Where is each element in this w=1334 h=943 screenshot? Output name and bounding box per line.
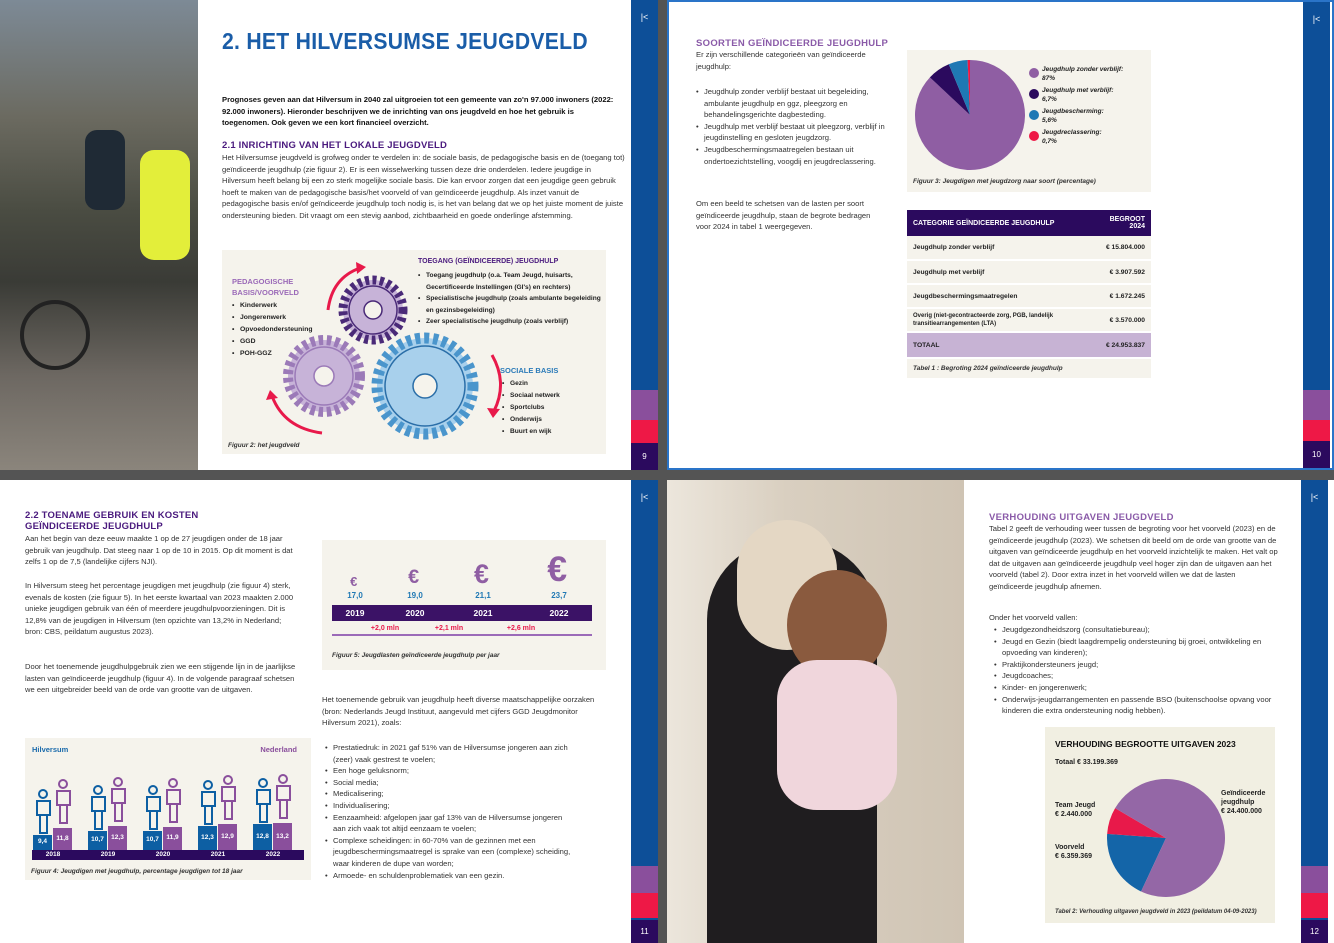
list-item: • Individualisering; <box>325 800 575 812</box>
figure-4-jeugdigen <box>25 738 311 880</box>
sociaal-list <box>502 378 560 438</box>
legend-nederland: Nederland <box>260 745 297 754</box>
person-icon <box>275 774 291 824</box>
euro-icon: € <box>408 566 420 589</box>
list-item: • Buurt en wijk <box>502 426 560 438</box>
page-number: 10 <box>1303 441 1330 468</box>
bar-nederland: 11,9 <box>163 827 182 850</box>
side-strip <box>1303 2 1330 468</box>
list-item: • Medicalisering; <box>325 788 575 800</box>
color-block-purple <box>1301 866 1328 896</box>
page-heading: SOORTEN GEÏNDICEERDE JEUGDHULP <box>696 38 889 49</box>
slice-label: Voorveld <box>1055 844 1085 851</box>
cell-category: Jeugdhulp zonder verblijf <box>907 236 1093 260</box>
color-block-purple <box>1303 390 1330 420</box>
gear-toegang <box>343 280 403 340</box>
toegang-list <box>418 270 602 328</box>
gear-sociaal <box>377 338 473 434</box>
table-1-begroting <box>907 210 1151 378</box>
figure-caption: Figuur 3: Jeugdigen met jeugdzorg naar soort (percentage) <box>913 178 1096 185</box>
bar-nederland: 12,3 <box>108 826 127 850</box>
page-12 <box>667 480 1334 943</box>
value-label: 19,0 <box>407 591 423 600</box>
year-label: 2018 <box>45 851 61 858</box>
legend-value: 6,7% <box>1042 95 1057 103</box>
delta-label: +2,6 mln <box>506 625 536 632</box>
child-pink-clothes <box>777 660 897 810</box>
color-block-purple <box>631 390 658 420</box>
slice-amount: € 2.440.000 <box>1055 811 1092 818</box>
figure-caption: Figuur 2: het jeugdveld <box>228 442 300 449</box>
figure-2-jeugdveld <box>222 250 606 454</box>
person-icon <box>145 785 161 835</box>
list-item: • Armoede- en schuldenproblematiek van een gezin. <box>325 870 575 882</box>
label-voorveld <box>1055 843 1092 861</box>
person-icon <box>35 789 51 839</box>
title-line: BASIS/VOORVELD <box>232 288 299 297</box>
list-item: • Onderwijs-jeugdarrangementen en passende BSO (buitenschoolse opvang voor kinderen die extra ondersteuning nodig hebben). <box>994 694 1286 717</box>
slice-label: Team Jeugd <box>1055 802 1096 809</box>
list-item: • Toegang jeugdhulp (o.a. Team Jeugd, huisarts, Gecertificeerde Instellingen (GI's) en rechters) <box>418 270 602 293</box>
causes-list <box>325 742 575 881</box>
value-label: 21,1 <box>475 591 491 600</box>
delta-line <box>332 634 592 636</box>
color-block-red <box>1301 893 1328 918</box>
bicycle-wheel <box>20 300 90 370</box>
bar-hilversum: 10,7 <box>88 831 107 850</box>
person-icon <box>255 778 271 828</box>
page-10 <box>667 0 1334 470</box>
label-team-jeugd <box>1055 801 1095 819</box>
legend-item <box>1029 66 1149 83</box>
pie-legend <box>1029 66 1149 150</box>
year-label: 2020 <box>155 851 171 858</box>
slice-amount: € 24.400.000 <box>1221 808 1262 815</box>
pedagogisch-title <box>232 276 299 298</box>
legend-label: Jeugdbescherming: <box>1042 108 1104 115</box>
legend-label: Jeugdhulp zonder verblijf: <box>1042 66 1124 73</box>
table-header-row <box>907 210 1151 236</box>
cell-category: Jeugdhulp met verblijf <box>907 260 1093 284</box>
cell-amount: € 3.570.000 <box>1093 308 1151 332</box>
person-icon <box>200 780 216 830</box>
delta-label: +2,0 mln <box>370 625 400 632</box>
body-text: Het Hilversumse jeugdveld is grofweg onder te verdelen in: de sociale basis, de pedagogische basis en de (toegang tot) geïndiceerde jeugdhulp (zie figuur 2). Er is een wisselwerking tussen deze drie onderdelen. Iedere jeugdige in Hilversum heeft belang bij een zo sterk mogelijke sociale basis. Die kan ervoor zorgen dat een jeugdige geen gebruik hoeft te maken van de pedagogische basis/het voorveld of van geïndiceerde jeugdhulp. Als inzet vanuit de pedagogische basis en/of geïndiceerde jeugdhulp toch nodig is, is het van belang dat we op het juiste moment de juiste ondersteuning bieden. Dit vraagt om een stevig aanbod, zichtbaarheid en goede onderlinge afstemming. <box>222 153 625 220</box>
cell-category: Jeugdbeschermingsmaatregelen <box>907 284 1093 308</box>
legend-value: 87% <box>1042 74 1056 82</box>
list-item: • Jeugdcoaches; <box>994 670 1286 682</box>
voorveld-list <box>994 624 1286 717</box>
list-item: • Praktijkondersteuners jeugd; <box>994 659 1286 671</box>
toegang-title: TOEGANG (GEÏNDICEERDE) JEUGDHULP <box>418 258 559 265</box>
legend-swatch <box>1029 89 1039 99</box>
legend-label: Jeugdhulp met verblijf: <box>1042 87 1114 94</box>
cell-amount: € 3.907.592 <box>1093 260 1151 284</box>
cell-total-amount: € 24.953.837 <box>1093 332 1151 358</box>
list-item: • Onderwijs <box>502 414 560 426</box>
table-row <box>907 284 1151 308</box>
first-page-icon[interactable]: |< <box>1310 492 1319 502</box>
side-strip <box>631 0 658 470</box>
year-label: 2019 <box>345 608 365 618</box>
sociaal-title: SOCIALE BASIS <box>500 366 559 375</box>
pie-chart <box>915 60 1025 170</box>
slice-amount: € 6.359.369 <box>1055 853 1092 860</box>
person-figure <box>85 130 125 210</box>
list-item: • Jeugdhulp met verblijf bestaat uit pleegzorg, verblijf in jeugdinstelling en gesloten jeugdzorg. <box>696 121 891 144</box>
year-label: 2022 <box>549 608 569 618</box>
page-heading: VERHOUDING UITGAVEN JEUGDVELD <box>989 512 1174 523</box>
title-line: PEDAGOGISCHE <box>232 277 294 286</box>
pie-chart <box>1107 779 1225 897</box>
value-label: 23,7 <box>551 591 567 600</box>
page-number: 11 <box>631 920 658 943</box>
euro-icon: € <box>350 574 358 589</box>
legend-value: 5,6% <box>1042 116 1057 124</box>
bar-hilversum: 10,7 <box>143 831 162 850</box>
legend-swatch <box>1029 68 1039 78</box>
heading-line: 2.2 TOENAME GEBRUIK EN KOSTEN <box>25 510 199 521</box>
year-label: 2022 <box>265 851 281 858</box>
table-total-row <box>907 332 1151 358</box>
category-list <box>696 86 891 167</box>
section-heading <box>25 510 198 532</box>
column-header: CATEGORIE GEÏNDICEERDE JEUGDHULP <box>907 210 1093 236</box>
legend-item <box>1029 129 1149 146</box>
person-icon <box>165 778 181 828</box>
bar-nederland: 13,2 <box>273 823 292 850</box>
figure-caption: Figuur 4: Jeugdigen met jeugdhulp, percentage jeugdigen tot 18 jaar <box>31 868 243 875</box>
year-label: 2021 <box>473 608 493 618</box>
person-icon <box>90 785 106 835</box>
list-item: • Jongerenwerk <box>232 312 313 324</box>
legend-swatch <box>1029 131 1039 141</box>
table-caption: Tabel 1 : Begroting 2024 geïndiceerde jeugdhulp <box>907 359 1151 378</box>
list-item: • Gezin <box>502 378 560 390</box>
chart-title: VERHOUDING BEGROOTTE UITGAVEN 2023 <box>1055 739 1236 749</box>
legend-hilversum: Hilversum <box>32 745 69 754</box>
page-9 <box>0 0 658 470</box>
year-label: 2019 <box>100 851 116 858</box>
figure-caption: Figuur 5: Jeugdlasten geïndiceerde jeugdhulp per jaar <box>332 652 500 659</box>
cell-amount: € 15.804.000 <box>1093 236 1151 260</box>
list-item: • Opvoedondersteuning <box>232 324 313 336</box>
first-page-icon[interactable]: |< <box>1312 14 1321 24</box>
page-number: 12 <box>1301 920 1328 943</box>
cell-category: Overig (niet-gecontracteerde zorg, PGB, landelijk transitiearrangementen (LTA) <box>907 308 1093 332</box>
table-row <box>907 260 1151 284</box>
color-block-red <box>631 893 658 918</box>
paragraph-1: Tabel 2 geeft de verhouding weer tussen de begroting voor het voorveld (2023) en de geïndiceerde jeugdhulp (2023). We schetsen dit beeld om de orde van grootte van de uitgaven van geïndiceerde jeugdhulp en het voorveld inzichtelijk te maken. Het valt op dat de uitgaven aan geïndiceerde jeugdhulp veel hoger zijn dan de uitgaven aan het voorveld (tabel 2). Door extra inzet in het voorveld willen we dat de lasten geïndiceerde jeugdhulp afnemen. <box>989 524 1278 591</box>
label-geindiceerde <box>1221 789 1275 816</box>
year-label: 2020 <box>405 608 425 618</box>
chart-total: Totaal € 33.199.369 <box>1055 759 1118 766</box>
list-item: • Social media; <box>325 777 575 789</box>
paragraph-1: Aan het begin van deze eeuw maakte 1 op de 27 jeugdigen onder de 18 jaar gebruik van jeugdhulp. Dat steeg naar 1 op de 10 in 2015. Op dit moment is dat zelfs 1 op de 7,5 (landelijke cijfers NJI). <box>25 534 293 567</box>
table-2-verhouding <box>1045 727 1275 923</box>
heading-line: GEÏNDICEERDE JEUGDHULP <box>25 521 163 532</box>
list-item: • POH-GGZ <box>232 348 313 360</box>
paragraph-2: In Hilversum steeg het percentage jeugdigen met jeugdhulp (zie figuur 4) sterk, evenals de kosten (zie figuur 5). In het eerste kwartaal van 2023 maakten 2.000 unieke jeugdigen gebruik van één of meerdere jeugdhulpvoorzieningen. Dit is 12,8% van de jeugdigen in Hilversum (ten opzichte van 13,2% in Nederland; bron: CBS, peildatum augustus 2023). <box>25 581 294 637</box>
figure-3-pie <box>907 50 1151 192</box>
euro-icon: € <box>547 549 568 590</box>
pedagogisch-list <box>232 300 313 360</box>
list-item: • Jeugdgezondheidszorg (consultatiebureau); <box>994 624 1286 636</box>
bar-nederland: 12,9 <box>218 824 237 850</box>
list-item: • Een hoge geluksnorm; <box>325 765 575 777</box>
intro-text: Prognoses geven aan dat Hilversum in 2040 zal uitgroeien tot een gemeente van zo'n 97.000 inwoners (2022: 92.000 inwoners). Hieronder beschrijven we de inrichting van ons jeugdveld en hoe het gebruik is toegenomen. Ook geven we een kort financieel overzicht. <box>222 95 614 128</box>
page-number: 9 <box>631 443 658 470</box>
person-icon <box>220 775 236 825</box>
photo-mother-child <box>667 480 964 943</box>
intro-text: Er zijn verschillende categorieën van geïndiceerde jeugdhulp: <box>696 50 866 71</box>
first-page-icon[interactable]: |< <box>640 492 649 502</box>
euro-icon: € <box>473 559 489 590</box>
table-row <box>907 236 1151 260</box>
list-item: • Sportclubs <box>502 402 560 414</box>
list-item: • Jeugd en Gezin (biedt laagdrempelig ondersteuning bij groei, ontwikkeling en opvoeding van kinderen); <box>994 636 1286 659</box>
cell-total-label: TOTAAL <box>907 332 1093 358</box>
bar-nederland: 11,8 <box>53 828 72 850</box>
list-intro: Onder het voorveld vallen: <box>989 613 1078 622</box>
list-item: • Kinderwerk <box>232 300 313 312</box>
outro-text: Om een beeld te schetsen van de lasten per soort geïndiceerde jeugdhulp, staan de begrote bedragen voor 2024 in tabel 1 weergegeven. <box>696 199 871 232</box>
side-strip <box>1301 480 1328 943</box>
paragraph-3: Door het toenemende jeugdhulpgebruik zien we een stijgende lijn in de jaarlijkse lasten van geïndiceerde jeugdhulp (figuur 4). In de volgende paragraaf schetsen we een uitgebreider beeld van de orde van grootte van de uitgaven. <box>25 662 296 695</box>
table-row <box>907 308 1151 332</box>
delta-label: +2,1 mln <box>434 625 464 632</box>
list-item: • Jeugdbeschermingsmaatregelen bestaan uit ondertoezichtstelling, voogdij en jeugdreclassering. <box>696 144 891 167</box>
side-strip <box>631 480 658 943</box>
list-item: • Zeer specialistische jeugdhulp (zoals verblijf) <box>418 316 602 328</box>
list-item: • Sociaal netwerk <box>502 390 560 402</box>
list-item: • Jeugdhulp zonder verblijf bestaat uit begeleiding, ambulante jeugdhulp en ggz, pleegzorg en behandelingsgerichte dagbesteding. <box>696 86 891 121</box>
legend-label: Jeugdreclassering: <box>1042 129 1102 136</box>
list-item: • Kinder- en jongerenwerk; <box>994 682 1286 694</box>
column-header: BEGROOT 2024 <box>1093 210 1151 236</box>
legend-value: 0,7% <box>1042 137 1057 145</box>
cell-amount: € 1.672.245 <box>1093 284 1151 308</box>
table-caption: Tabel 2: Verhouding uitgaven jeugdveld in 2023 (peildatum 04-09-2023) <box>1055 909 1257 915</box>
list-item: • Specialistische jeugdhulp (zoals ambulante begeleiding en gezinsbegeleiding) <box>418 293 602 316</box>
first-page-icon[interactable]: |< <box>640 12 649 22</box>
bar-hilversum: 12,3 <box>198 826 217 850</box>
list-item: • GGD <box>232 336 313 348</box>
list-item: • Prestatiedruk: in 2021 gaf 51% van de Hilversumse jongeren aan zich (zeer) vaak gestrest te voelen; <box>325 742 575 765</box>
year-label: 2021 <box>210 851 226 858</box>
color-block-red <box>631 420 658 445</box>
figure-5-jeugdlasten <box>322 540 606 670</box>
list-item: • Eenzaamheid: afgelopen jaar gaf 13% van de Hilversumse jongeren aan zich vaak tot altijd eenzaam te voelen; <box>325 812 575 835</box>
person-icon <box>110 777 126 827</box>
person-icon <box>55 779 71 829</box>
causes-intro: Het toenemende gebruik van jeugdhulp heeft diverse maatschappelijke oorzaken (bron: Nederlands Jeugd Instituut, aangevuld met cijfers GGD Jeugdmonitor Hilversum 2021), zoals: <box>322 695 595 728</box>
list-item: • Complexe scheidingen: in 60-70% van de gezinnen met een jeugdbeschermingsmaatregel is sprake van een (complexe) scheiding, waar kinderen de dupe van worden; <box>325 835 575 870</box>
slice-label: Geïndiceerde jeugdhulp <box>1221 790 1266 806</box>
color-block-purple <box>631 866 658 896</box>
person-yellow-jacket <box>140 150 190 260</box>
legend-swatch <box>1029 110 1039 120</box>
page-11 <box>0 480 658 943</box>
bar-hilversum: 9,4 <box>33 835 52 850</box>
value-label: 17,0 <box>347 591 363 600</box>
bar-hilversum: 12,8 <box>253 824 272 850</box>
section-heading: 2.1 INRICHTING VAN HET LOKALE JEUGDVELD <box>222 140 448 151</box>
photo-youth-bicycle <box>0 0 198 470</box>
legend-item <box>1029 108 1149 125</box>
legend-item <box>1029 87 1149 104</box>
page-title: 2. HET HILVERSUMSE JEUGDVELD <box>222 28 588 54</box>
